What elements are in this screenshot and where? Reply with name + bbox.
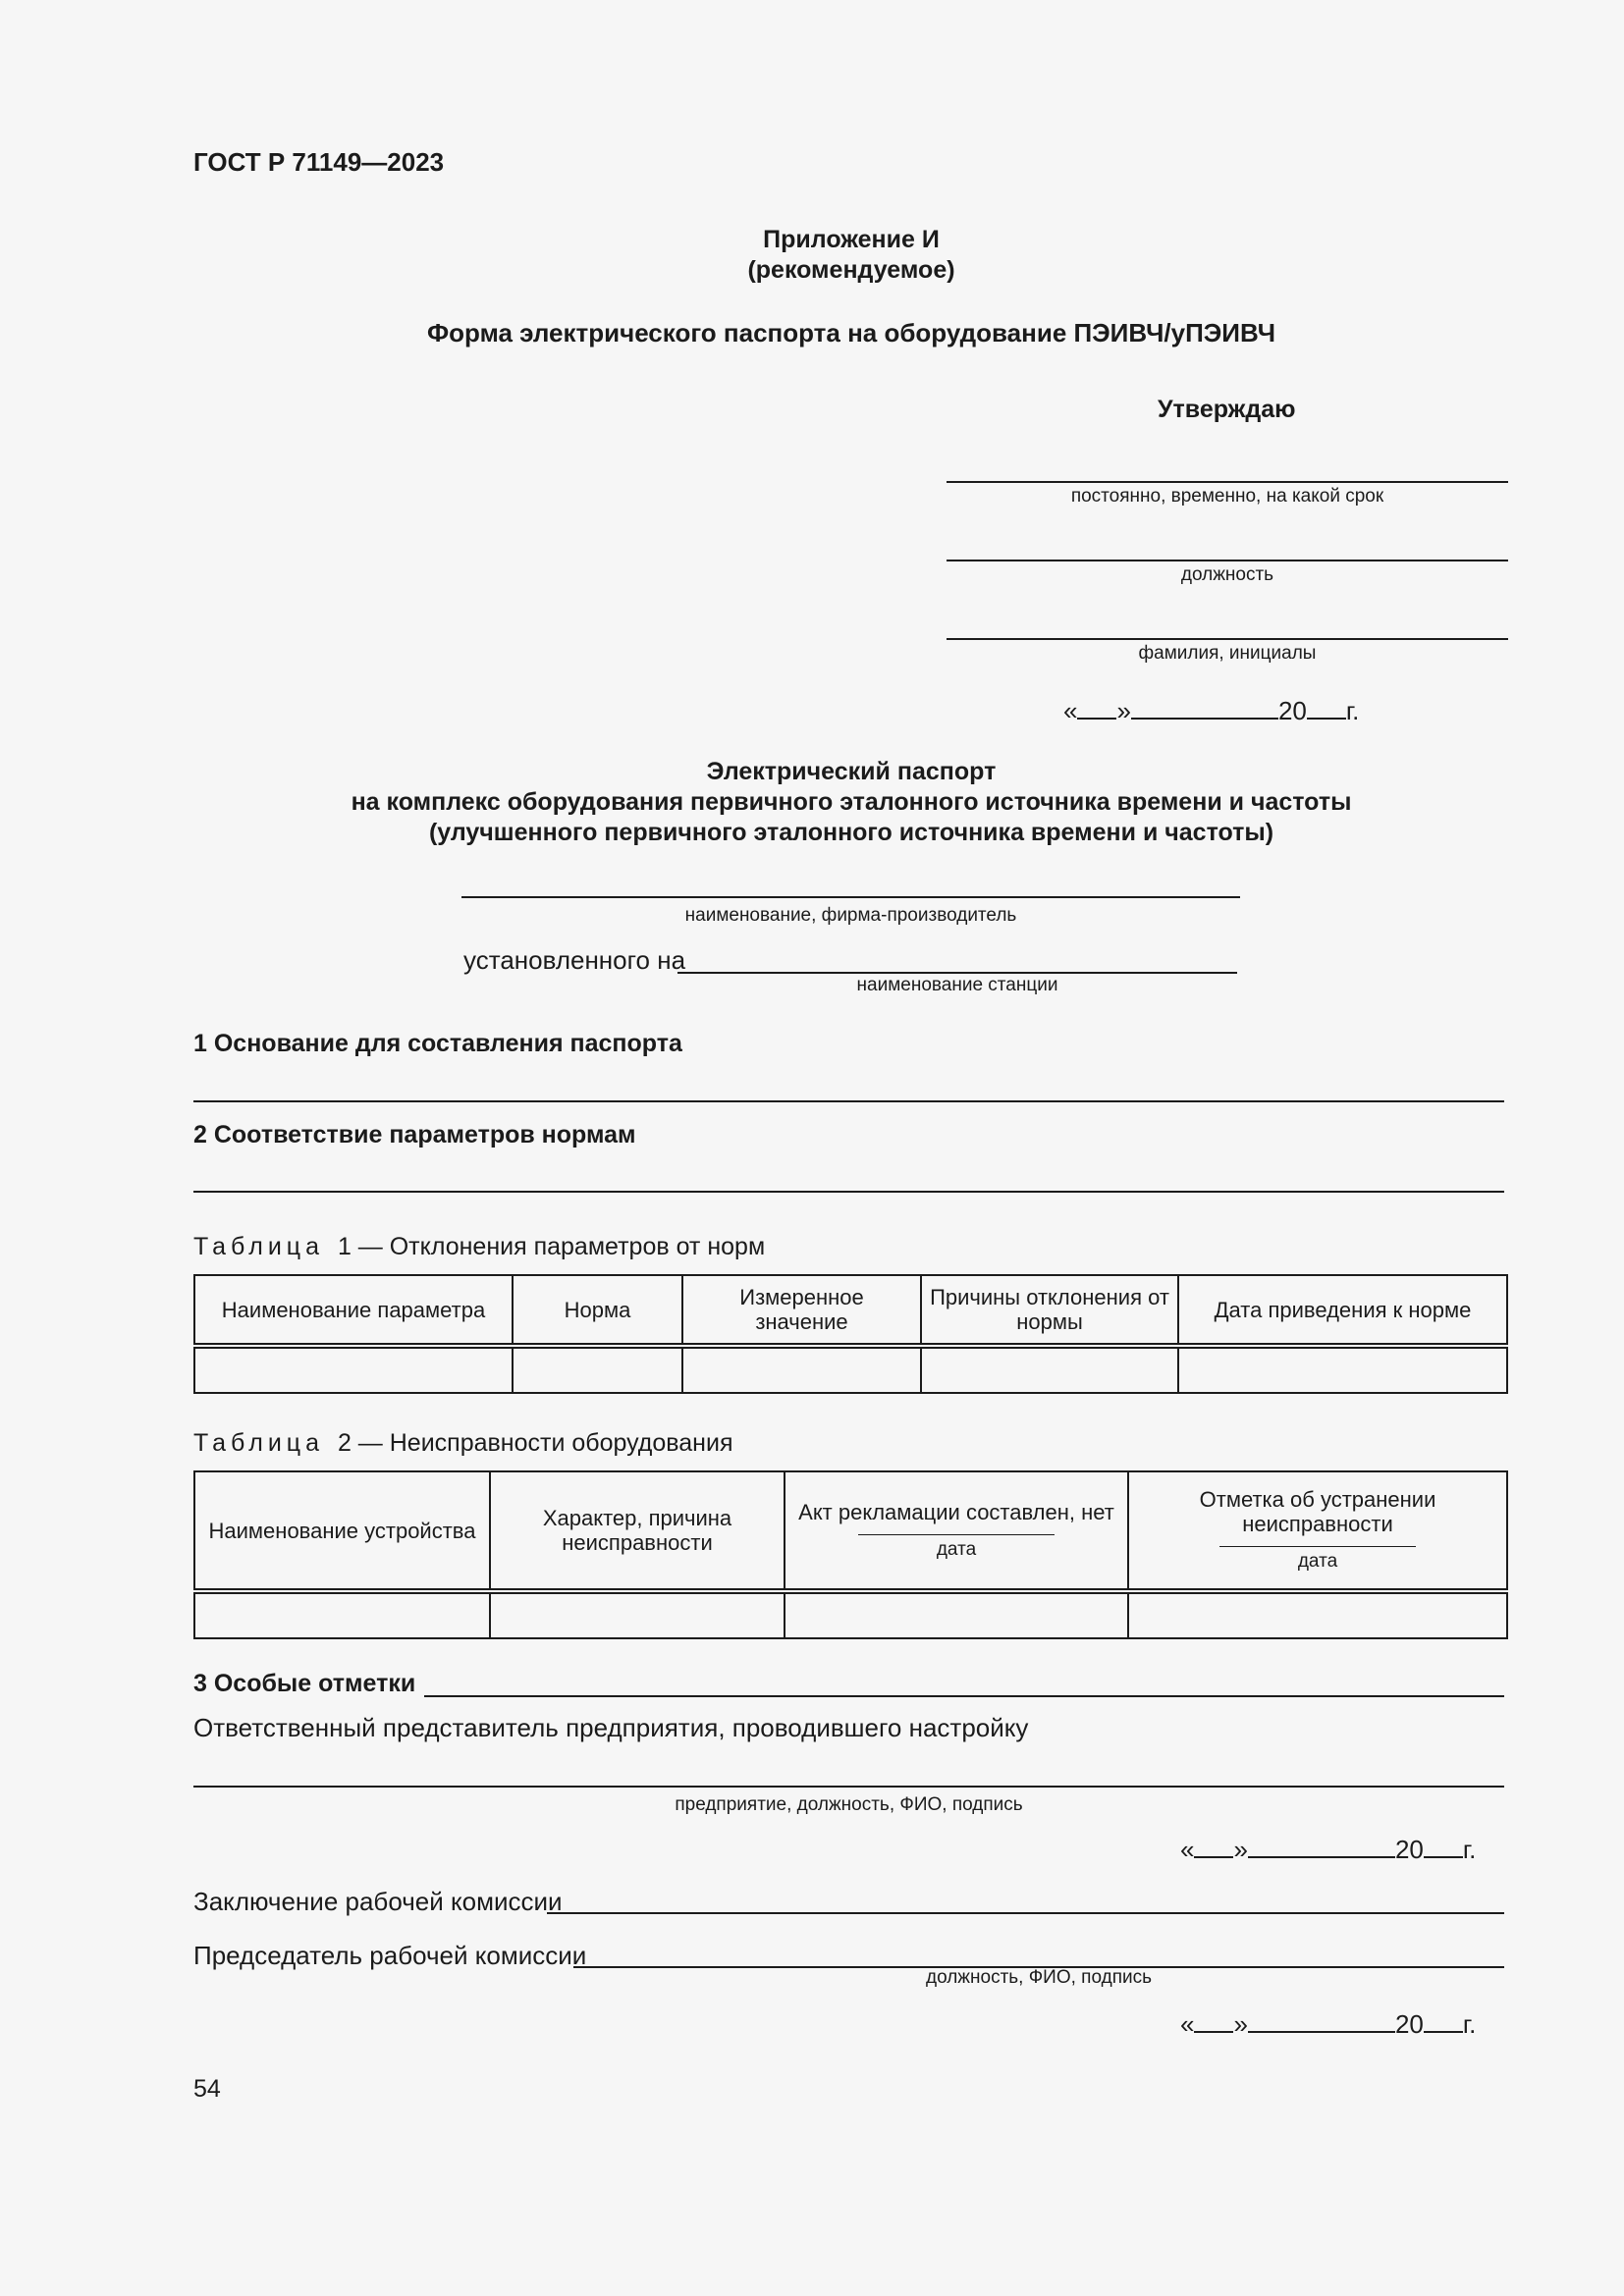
table-1-header: Причины отклонения от нормы (921, 1275, 1178, 1346)
responsible-date[interactable]: « » 20 г. (1180, 1835, 1477, 1864)
table-2-header: Характер, причина неисправности (490, 1471, 785, 1591)
table-1-cell[interactable] (1178, 1346, 1507, 1393)
table-row (194, 1346, 1507, 1393)
table-1-header: Измеренное значение (682, 1275, 921, 1346)
table-1-caption: Таблица 1 — Отклонения параметров от норм (193, 1233, 766, 1260)
approval-position-caption: должность (1180, 564, 1274, 585)
date-caption: дата (1297, 1551, 1338, 1572)
station-name-caption: наименование станции (856, 975, 1058, 995)
date-line (1219, 1546, 1416, 1547)
table-2-header: Наименование устройства (194, 1471, 490, 1591)
date-line (858, 1534, 1055, 1535)
approval-position-line[interactable] (947, 560, 1508, 561)
section-1-entry-line[interactable] (193, 1100, 1504, 1102)
date-caption: дата (936, 1538, 977, 1560)
approval-name-line[interactable] (947, 638, 1508, 640)
responsible-line[interactable] (193, 1786, 1504, 1788)
equipment-name-line[interactable] (461, 896, 1240, 898)
installed-label: установленного на (463, 945, 686, 975)
section-1-heading: 1 Основание для составления паспорта (193, 1030, 682, 1057)
station-name-line[interactable] (677, 972, 1237, 974)
table-1-cell[interactable] (921, 1346, 1178, 1393)
chairman-date[interactable]: « » 20 г. (1180, 2009, 1477, 2039)
approval-label: Утверждаю (1158, 396, 1296, 423)
table-2-header-fix (1128, 1471, 1507, 1591)
table-2-header-label: Отметка об устранении неисправности (1199, 1487, 1436, 1536)
section-3-heading: 3 Особые отметки (193, 1670, 416, 1697)
table-2-cell[interactable] (1128, 1591, 1507, 1638)
table-1-cell[interactable] (682, 1346, 921, 1393)
document-code: ГОСТ Р 71149—2023 (193, 147, 445, 177)
approval-name-caption: фамилия, инициалы (1138, 643, 1317, 664)
form-title: Форма электрического паспорта на оборудование ПЭИВЧ/уПЭИВЧ (426, 318, 1276, 347)
responsible-label: Ответственный представитель предприятия, проводившего настройку (193, 1713, 1029, 1742)
chairman-caption: должность, ФИО, подпись (925, 1967, 1152, 1988)
table-1 (193, 1274, 1508, 1394)
appendix-title: Приложение И (763, 226, 940, 253)
approval-term-line[interactable] (947, 481, 1508, 483)
equipment-name-caption: наименование, фирма-производитель (684, 905, 1017, 926)
table-2-header-label: Акт рекламации составлен, нет (798, 1499, 1114, 1524)
conclusion-label: Заключение рабочей комиссии (193, 1887, 563, 1916)
approval-date[interactable]: « » 20 г. (1063, 696, 1360, 725)
passport-title: Электрический паспорт (706, 758, 997, 785)
section-2-heading: 2 Соответствие параметров нормам (193, 1121, 636, 1148)
chairman-label: Председатель рабочей комиссии (193, 1941, 587, 1970)
appendix-status: (рекомендуемое) (747, 256, 955, 284)
table-2-header-act (785, 1471, 1128, 1591)
table-1-header: Дата приведения к норме (1178, 1275, 1507, 1346)
table-1-cell[interactable] (194, 1346, 513, 1393)
table-2 (193, 1470, 1508, 1639)
section-2-entry-line[interactable] (193, 1191, 1504, 1193)
passport-subtitle-alt: (улучшенного первичного эталонного источника времени и частоты) (428, 819, 1274, 846)
table-1-header: Норма (513, 1275, 682, 1346)
table-1-cell[interactable] (513, 1346, 682, 1393)
passport-subtitle: на комплекс оборудования первичного эталонного источника времени и частоты (351, 788, 1352, 816)
table-2-cell[interactable] (490, 1591, 785, 1638)
table-2-cell[interactable] (194, 1591, 490, 1638)
table-2-cell[interactable] (785, 1591, 1128, 1638)
table-2-caption: Таблица 2 — Неисправности оборудования (193, 1429, 733, 1457)
section-3-entry-line[interactable] (424, 1695, 1504, 1697)
page-number: 54 (193, 2075, 221, 2103)
table-row (194, 1591, 1507, 1638)
approval-term-caption: постоянно, временно, на какой срок (1070, 486, 1384, 507)
responsible-caption: предприятие, должность, ФИО, подпись (675, 1794, 1023, 1815)
table-1-header: Наименование параметра (194, 1275, 513, 1346)
conclusion-line[interactable] (547, 1912, 1504, 1914)
